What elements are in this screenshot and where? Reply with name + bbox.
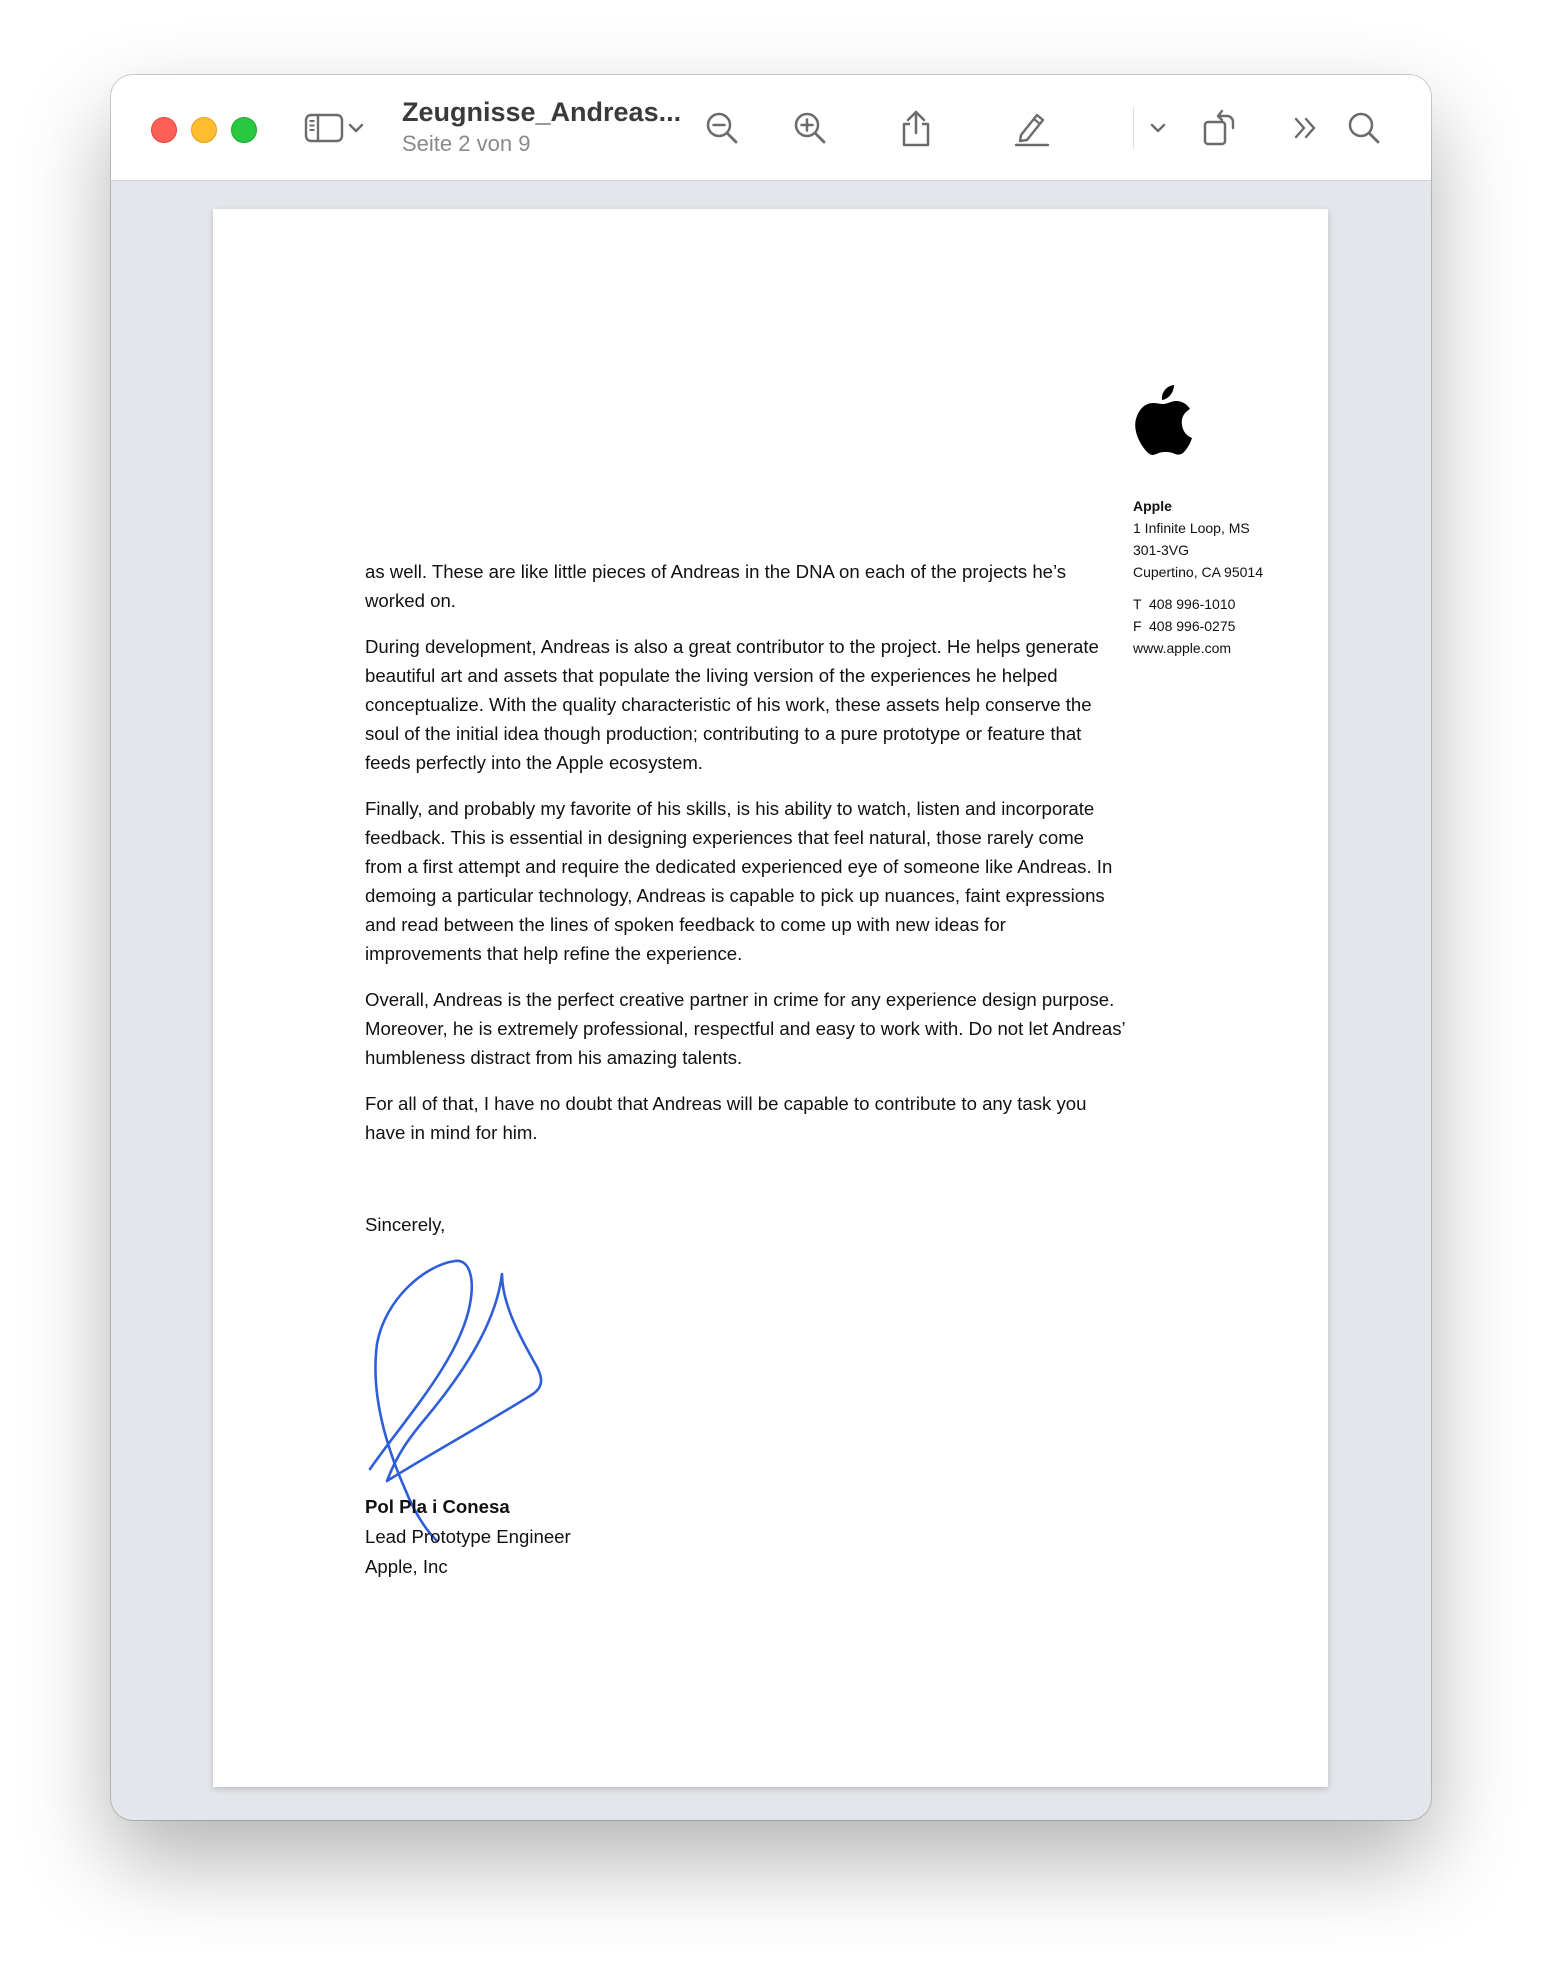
- sidebar-options-button[interactable]: [341, 105, 371, 151]
- phone-number: 408 996-1010: [1149, 596, 1236, 612]
- minimize-button[interactable]: [191, 117, 217, 143]
- signer-title: Lead Prototype Engineer: [365, 1526, 571, 1547]
- phone-row: [1133, 593, 1263, 615]
- address-line: Cupertino, CA 95014: [1133, 564, 1263, 580]
- phone-label: T: [1133, 596, 1142, 612]
- paragraph: During development, Andreas is also a great contributor to the project. He helps generate beautiful art and assets that populate the living version of the experiences he helped conceptualize. With the quality characteristic of his work, these assets help conserve the soul of the initial idea though production; contributing to a pure prototype or feature that feeds perfectly into the Apple ecosystem.: [365, 636, 1099, 773]
- more-chevrons-icon: [1291, 115, 1321, 141]
- sidebar-icon: [304, 113, 344, 143]
- more-tools-button[interactable]: [1283, 105, 1329, 151]
- paragraph: as well. These are like little pieces of Andreas in the DNA on each of the projects he’s worked on.: [365, 561, 1067, 611]
- signer-name: Pol Pla i Conesa: [365, 1496, 510, 1517]
- document-page[interactable]: [213, 209, 1328, 1787]
- search-button[interactable]: [1341, 105, 1387, 151]
- toolbar-divider: [1133, 107, 1134, 149]
- letterhead-address: [1133, 495, 1263, 659]
- chevron-down-icon: [348, 122, 364, 134]
- zoom-out-button[interactable]: [699, 105, 745, 151]
- paragraph: Finally, and probably my favorite of his skills, is his ability to watch, listen and incorporate feedback. This is essential in designing experiences that feel natural, those rarely come from a first attempt and require the dedicated experienced eye of someone like Andreas. In demoing a particular technology, Andreas is capable to pick up nuances, faint expressions and read between the lines of spoken feedback to come up with new ideas for improvements that help refine the experience.: [365, 798, 1113, 964]
- zoom-out-icon: [704, 110, 740, 146]
- search-icon: [1346, 110, 1382, 146]
- markup-options-button[interactable]: [1141, 105, 1175, 151]
- rotate-icon: [1201, 108, 1239, 148]
- company-name: Apple: [1133, 498, 1172, 514]
- fax-label: F: [1133, 618, 1142, 634]
- maximize-button[interactable]: [231, 117, 257, 143]
- signer-company: Apple, Inc: [365, 1556, 448, 1577]
- address-line: 301-3VG: [1133, 542, 1190, 558]
- document-title[interactable]: Zeugnisse_Andreas...: [402, 97, 682, 127]
- signature-block: [365, 1492, 571, 1582]
- closing: Sincerely,: [365, 1214, 446, 1235]
- chevron-down-icon: [1150, 122, 1166, 134]
- fax-number: 408 996-0275: [1149, 618, 1236, 634]
- letter-body: [365, 557, 1125, 1164]
- zoom-in-icon: [792, 110, 828, 146]
- website: www.apple.com: [1133, 640, 1232, 656]
- markup-button[interactable]: [1009, 105, 1055, 151]
- page-indicator: Seite 2 von 9: [402, 131, 531, 156]
- apple-logo-icon: [1133, 383, 1193, 455]
- markup-pen-icon: [1013, 109, 1051, 147]
- close-button[interactable]: [151, 117, 177, 143]
- preview-window: [111, 75, 1431, 1820]
- paragraph: For all of that, I have no doubt that Andreas will be capable to contribute to any task you have in mind for him.: [365, 1093, 1087, 1143]
- rotate-button[interactable]: [1197, 105, 1243, 151]
- share-icon: [899, 108, 933, 148]
- fax-row: [1133, 615, 1263, 637]
- share-button[interactable]: [893, 105, 939, 151]
- zoom-in-button[interactable]: [787, 105, 833, 151]
- address-line: 1 Infinite Loop, MS: [1133, 520, 1250, 536]
- paragraph: Overall, Andreas is the perfect creative partner in crime for any experience design purpose. Moreover, he is extremely professional, respectful and easy to work with. Do not let Andreas’ humbleness distract from his amazing talents.: [365, 989, 1125, 1068]
- toolbar: [111, 75, 1431, 181]
